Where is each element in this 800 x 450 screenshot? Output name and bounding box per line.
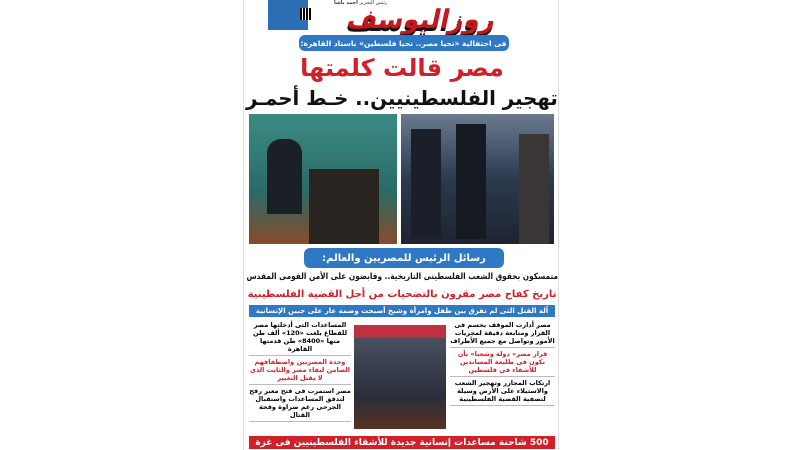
blue-strip-text: آلة القتل التى لم تفرق بين طفل وامرأة وشيخ أصبحت وصمة عار على جبين الإنسانية [255, 307, 549, 315]
left-item-1: المساعدات التى أدخلتها مصر للقطاع بلغت «120» ألف طن منها «8400» طن قدمتها القاهرة [249, 319, 351, 356]
subheadline-1 [244, 270, 560, 284]
blue-strip [249, 305, 555, 317]
kicker [299, 35, 509, 51]
second-headline [244, 84, 560, 112]
left-item-2: وحدة المصريين واصطفافهم الضامن لبقاء مصر والثابت الذى لا يقبل التغيير [249, 356, 351, 385]
qr-code [300, 8, 312, 20]
bottom-red-banner [249, 436, 555, 449]
newspaper-front-page [243, 0, 559, 450]
photo-president-speech [249, 114, 397, 244]
subheadline-2 [244, 286, 560, 302]
photo-president-crowd [401, 114, 554, 244]
right-item-2: قرار مصر« دولة وشعبا» بأن نكون فى طليعة المساندين للأشقاء فى فلسطين [450, 348, 555, 377]
right-item-3: ارتكاب المجازر وتهجير الشعب والاستيلاء على الأرض وسيلة لتصفية القضية الفلسطينية [450, 377, 555, 406]
photo-stadium-audience [354, 325, 446, 429]
bottom-red-banner-text: 500 شاحنة مساعدات إنسانية جديدة للأشقاء الفلسطينيين فى غزة [255, 437, 549, 448]
main-headline-text: مصر قالت كلمتها [300, 54, 504, 82]
editor-label: رئيس التحرير [359, 0, 388, 6]
left-column [249, 319, 351, 422]
second-headline-text: تهجير الفلسطينيين.. خـط أحمـر [246, 86, 558, 110]
section-pill [304, 248, 504, 268]
masthead [244, 0, 560, 35]
left-item-3: مصر استمرت فى فتح معبر رفح لتدفق المساعدات واستقبال الجرحى رغم ضراوة وقحة القتال [249, 385, 351, 422]
kicker-text: فى احتفالية «تحيا مصر.. تحيا فلسطين» باستاد القاهرة: [300, 38, 508, 48]
subheadline-2-text: تاريخ كفاح مصر مقرون بالتضحيات من أجل القضية الفلسطينية [247, 288, 557, 300]
editor-name: أحمد باشا [334, 0, 358, 6]
right-item-1: مصر أدارت الموقف بحسم فى القرار ومتابعة دقيقة لمجريات الأمور وتواصل مع جميع الأطراف [450, 319, 555, 348]
newspaper-logo: روزاليوسف [344, 5, 499, 35]
section-pill-text: رسائل الرئيس للمصريين والعالم: [322, 252, 486, 264]
right-column [450, 319, 555, 406]
main-headline [244, 53, 560, 83]
subheadline-1-text: متمسكون بحقوق الشعب الفلسطينى التاريخية.. وقابضون على الأمن القومى المقدس [246, 272, 558, 282]
